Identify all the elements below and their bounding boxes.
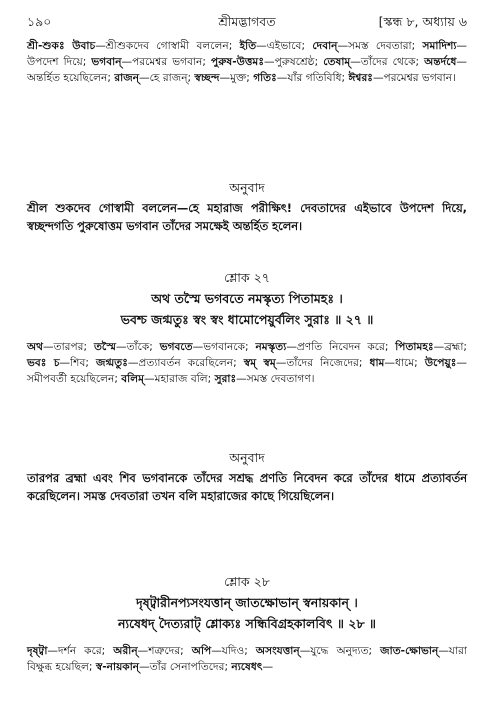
sanskrit-word: অপি: [191, 645, 212, 657]
chapter-reference: [স্কন্ধ ৮, অধ্যায় ৬: [378, 14, 467, 29]
sanskrit-word: জগ্মতুঃ: [95, 357, 128, 370]
verse-28-heading: শ্লোক ২৮: [224, 574, 270, 589]
sanskrit-word: ধাম: [369, 357, 385, 370]
word-meaning: —যারা বিক্ষুব্ধ হয়েছিল;: [27, 645, 467, 674]
book-title: শ্রীমদ্ভাগবত: [218, 14, 276, 29]
sanskrit-word: অথ: [27, 341, 44, 353]
sanskrit-word: রাজন্: [114, 72, 140, 85]
word-meaning: —প্রত্যাবর্তন করেছিলেন;: [127, 357, 244, 370]
word-meaning: —পরমেশ্বর ভগবান।: [372, 72, 456, 85]
word-meaning: —ধামে;: [384, 357, 425, 370]
sanskrit-word: স্ব-নায়কান্: [95, 661, 140, 674]
sanskrit-word: শ্রী-শুকঃ উবাচ: [27, 40, 96, 52]
sanskrit-word: ভগবতে: [159, 341, 193, 353]
sanskrit-word: দেবান্: [312, 40, 338, 52]
sanskrit-word: ভবঃ চ: [27, 357, 60, 370]
translation-verse-27: তারপর ব্রহ্মা এবং শিব ভগবানকে তাঁদের সশ্রদ্ধ প্রণতি নিবেদন করে তাঁদের ধামে প্রত্যাবর্তন করেছিলেন। সমস্ত দেবতারা তখন বলি মহারাজের কাছে গিয়েছিলেন।: [27, 471, 467, 503]
sanskrit-word: স্বম্ স্বম্: [243, 357, 276, 370]
word-meaning: —তাঁর সেনাপতিদের;: [139, 661, 232, 674]
word-meaning: —তাঁদের নিজেদের;: [275, 357, 370, 370]
verse-28-line-2: ন্যষেধদ্ দৈত্যরাট্ শ্লোক্যঃ সন্ধিবিগ্রহকালবিৎ ॥ ২৮ ॥: [118, 616, 376, 631]
sanskrit-word: জাত-ক্ষোভান্: [380, 645, 439, 657]
word-meaning: —যাঁর গতিবিধি;: [276, 72, 349, 85]
sanskrit-word: বলিম্: [121, 373, 144, 386]
word-meaning: —মুক্ত;: [219, 72, 254, 85]
verse-28-line-1: দৃষ্ট্বারীনপ্যসংযত্তান্ জাতক্ষোভান্ স্বনায়কান্ ।: [136, 595, 358, 610]
sanskrit-word: উপেয়ুঃ: [424, 357, 457, 370]
word-meaning: —তারপর;: [43, 341, 94, 353]
word-meaning: —সমীপবর্তী হয়েছিলেন;: [27, 357, 467, 386]
synonyms-verse-27: [27, 339, 467, 388]
sanskrit-word: নমস্কৃত্য: [255, 341, 287, 353]
word-meaning: —উপদেশ দিয়ে;: [27, 40, 467, 69]
word-meaning: —ব্রহ্মা;: [433, 341, 467, 353]
page-header: [27, 14, 467, 34]
word-meaning: —তাঁদের থেকে;: [350, 56, 425, 69]
sanskrit-word: গতিঃ: [253, 72, 277, 85]
sanskrit-word: ন্যষেধৎ: [231, 661, 263, 674]
word-meaning: —শিব;: [59, 357, 96, 370]
word-meaning: —ভগবানকে;: [192, 341, 256, 353]
synonyms-verse-28: [27, 643, 467, 675]
sanskrit-word: অন্তর্দধে: [424, 56, 457, 69]
translation-heading: অনুবাদ: [229, 450, 265, 465]
word-meaning: —: [262, 661, 274, 674]
sanskrit-word: দৃষ্ট্বা: [27, 645, 48, 657]
word-meaning: —শত্রুদের;: [137, 645, 192, 657]
word-meaning: —পুরুষশ্রেষ্ঠ;: [263, 56, 324, 69]
sanskrit-word: অরীন্: [113, 645, 138, 657]
verse-27-line-2: ভবশ্চ জগ্মতুঃ স্বং স্বং ধামোপেয়ুর্বলিং সুরাঃ ॥ ২৭ ॥: [120, 312, 374, 327]
sanskrit-word: সমাদিশ্য: [422, 40, 457, 52]
word-meaning: —সমস্ত দেবতারা;: [337, 40, 423, 52]
verse-27-line-1: অথ তস্মৈ ভগবতে নমস্কৃত্য পিতামহঃ ।: [151, 291, 343, 306]
sanskrit-word: ভগবান্: [91, 56, 122, 69]
word-meaning: —শ্রীশুকদেব গোস্বামী বললেন;: [95, 40, 240, 52]
word-meaning: —সমস্ত দেবতাগণ।: [236, 373, 315, 386]
sanskrit-word: ঈশ্বরঃ: [348, 72, 373, 85]
word-meaning: —তাঁকে;: [115, 341, 160, 353]
sanskrit-word: তস্মৈ: [93, 341, 116, 353]
word-meaning: —যদিও;: [211, 645, 256, 657]
synonyms-verse-26: [27, 38, 467, 87]
word-meaning: —এইভাবে;: [256, 40, 313, 52]
sanskrit-word: ইতি: [239, 40, 257, 52]
sanskrit-word: পুরুষ-উত্তমঃ: [211, 56, 264, 69]
word-meaning: —পরমেশ্বর ভগবান;: [121, 56, 212, 69]
translation-heading: অনুবাদ: [229, 180, 265, 195]
sanskrit-word: পিতামহঃ: [395, 341, 434, 353]
word-meaning: —দর্শন করে;: [47, 645, 114, 657]
word-meaning: —অন্তর্হিত হয়েছিলেন;: [27, 56, 467, 85]
sanskrit-word: সুরাঃ: [214, 373, 237, 386]
word-meaning: —মহারাজ বলি;: [143, 373, 215, 386]
page-number: ১৯০: [27, 14, 52, 29]
word-meaning: —হে রাজন্;: [139, 72, 195, 85]
word-meaning: —যুদ্ধে অনুদ্যত;: [299, 645, 381, 657]
word-meaning: —প্রণতি নিবেদন করে;: [286, 341, 396, 353]
verse-27-heading: শ্লোক ২৭: [224, 270, 270, 285]
translation-verse-26: শ্রীল শুকদেব গোস্বামী বললেন—হে মহারাজ পরীক্ষিৎ! দেবতাদের এইভাবে উপদেশ দিয়ে, স্বচ্ছন্দগতি পুরুষোত্তম ভগবান তাঁদের সমক্ষেই অন্তর্হিত হলেন।: [27, 201, 467, 233]
sanskrit-word: অসংযত্তান্: [255, 645, 300, 657]
sanskrit-word: তেষাম্: [323, 56, 351, 69]
sanskrit-word: স্বচ্ছন্দ: [194, 72, 220, 85]
